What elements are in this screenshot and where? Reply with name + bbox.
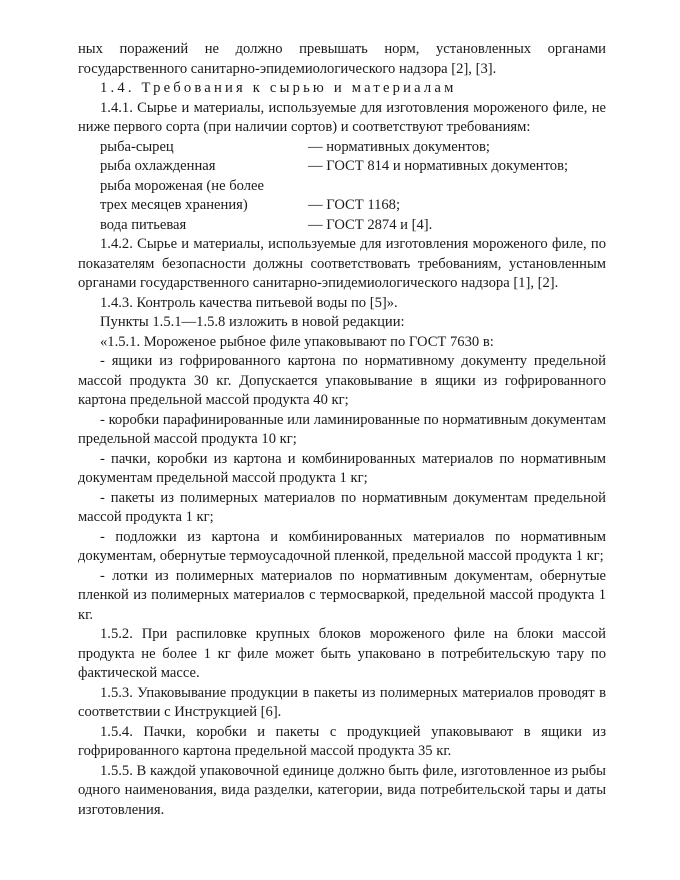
requirement-name: рыба охлажденная: [100, 158, 216, 174]
list-item: - пакеты из полимерных материалов по нормативным документам предельной массой продукта 1 кг;: [78, 489, 606, 525]
paragraph-1-5-3: 1.5.3. Упаковывание продукции в пакеты из полимерных материалов проводят в соответствии с Инструкцией [6].: [78, 684, 606, 720]
paragraph-1-5-5: 1.5.5. В каждой упаковочной единице должно быть филе, изготовленное из рыбы одного наименования, вида разделки, категории, вида потребительской тары и даты изготовления.: [78, 762, 606, 818]
paragraph-points-intro: Пункты 1.5.1—1.5.8 изложить в новой редакции:: [100, 314, 405, 330]
requirement-row: [78, 216, 606, 236]
requirement-name: рыба-сырец: [100, 138, 174, 155]
requirement-value: — ГОСТ 2874 и [4].: [308, 216, 433, 233]
paragraph-1-4-2: 1.4.2. Сырье и материалы, используемые для изготовления мороженого филе, по показателям безопасности должны соответствовать требованиям, установленным органами государственного санитарно-эпидемиологического надзора [1], [2].: [78, 236, 606, 291]
list-item: - ящики из гофрированного картона по нормативному документу предельной массой продукта 30 кг. Допускается упаковывание в ящики из гофрированного картона предельной массой продукта 40 кг;: [78, 353, 606, 408]
requirement-value: — ГОСТ 814 и нормативных документов;: [308, 158, 569, 174]
paragraph-1-4-3: 1.4.3. Контроль качества питьевой воды по [5]».: [100, 294, 398, 311]
paragraph-1-5-4: 1.5.4. Пачки, коробки и пакеты с продукцией упаковывают в ящики из гофрированного картона предельной массой продукта 35 кг.: [78, 723, 606, 759]
requirement-row: [78, 138, 606, 158]
requirement-row: [78, 196, 606, 216]
requirement-value: [308, 177, 606, 197]
requirement-value: — ГОСТ 1168;: [308, 197, 401, 213]
list-item: - коробки парафинированные или ламинированные по нормативным документам предельной массой продукта 10 кг;: [78, 411, 606, 447]
requirement-row: [78, 177, 606, 197]
requirement-value: — нормативных документов;: [308, 138, 490, 155]
list-item: - подложки из картона и комбинированных материалов по нормативным документам, обернутые термоусадочной пленкой, предельной массой продукта 1 кг;: [78, 528, 606, 564]
document-page: [78, 40, 606, 820]
requirement-name: вода питьевая: [100, 216, 187, 233]
paragraph-1-4-1: 1.4.1. Сырье и материалы, используемые для изготовления мороженого филе, не ниже первого сорта (при наличии сортов) и соответствуют требованиям:: [78, 99, 606, 135]
requirements-list: [78, 138, 606, 236]
requirement-name: рыба мороженая (не более: [100, 177, 264, 194]
section-heading-1-4: 1.4. Требования к сырью и материалам: [100, 80, 457, 96]
list-item: - лотки из полимерных материалов по нормативным документам, обернутые пленкой из полимерных материалов с термосваркой, предельной массой продукта 1 кг.: [78, 567, 606, 623]
requirement-name: трех месяцев хранения): [100, 197, 248, 213]
paragraph-continuation: ных поражений не должно превышать норм, установленных органами государственного санитарно-эпидемиологического надзора [2], [3].: [78, 41, 606, 77]
list-item: - пачки, коробки из картона и комбинированных материалов по нормативным документам предельной массой продукта 1 кг;: [78, 450, 606, 486]
requirement-row: [78, 157, 606, 177]
paragraph-1-5-1: «1.5.1. Мороженое рыбное филе упаковывают по ГОСТ 7630 в:: [100, 333, 494, 350]
paragraph-1-5-2: 1.5.2. При распиловке крупных блоков мороженого филе на блоки массой продукта не более 1 кг филе может быть упаковано в потребительскую тару по фактической массе.: [78, 626, 606, 681]
